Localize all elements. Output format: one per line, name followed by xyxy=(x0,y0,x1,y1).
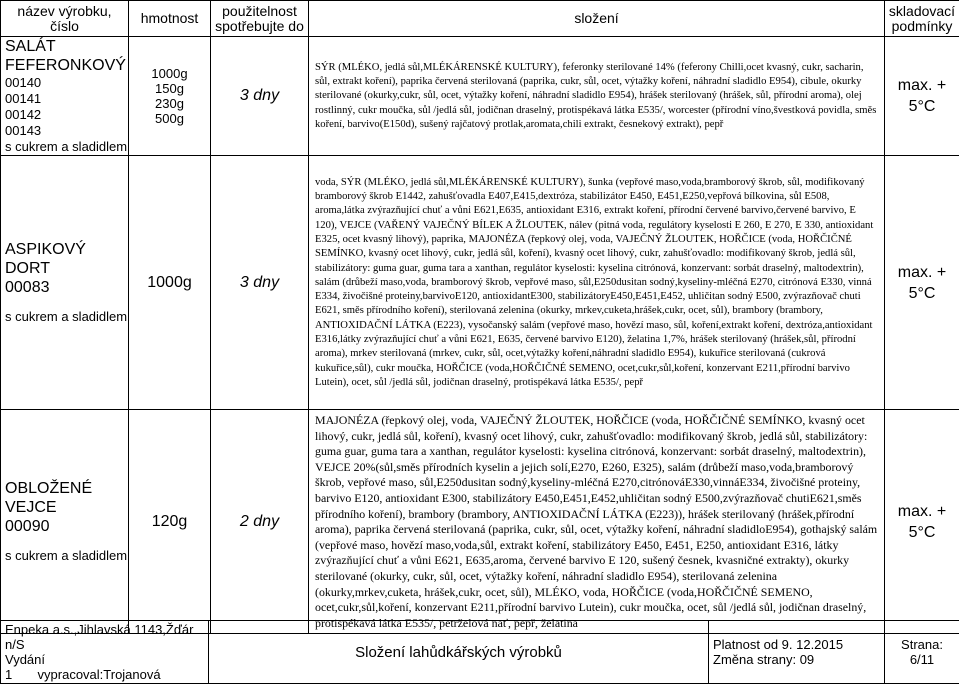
composition-cell: voda, SÝR (MLÉKO, jedlá sůl,MLÉKÁRENSKÉ KULTURY), šunka (vepřové maso,voda,bramborový škrob, sůl, modifikovaný bramborový škrob E1442, zahušťovadla E407,E415,dextróza, stabilizátor E450, E451,E250,vepřová bílkovina, sůl E508, aroma,látka zvýrazňující chuť a vůni E621,E635, antioxidant E316, extrakt koření, přírodní červené barvivo,červené barvivo, E 120), VEJCE (VAŘENÝ VAJEČNÝ BÍLEK A ŽLOUTEK, nálev (pitná voda, regulátory kyselosti E 260, E 270, E 330, antioxidant E325, ocet kvasný lihový), paprika, MAJONÉZA (řepkový olej, voda, VAJEČNÝ ŽLOUTEK, HOŘČICE (voda, HOŘČIČNÉ SEMÍNKO, kvasný ocet lihový, cukr, jedlá sůl, koření), kvasný ocet lihový, cukr, zahušťovadlo: modifikovaný škrob, jedlá sůl, stabilizátory: guma guar, guma tara a xanthan, regulátor kyselosti: kyselina citrónová, konzervant: sorbát draselný, maltodextrin), salám (drůbeží maso,voda, bramborový škrob, vepřové maso, sůl,E250dusitan sodný,kyseliny-mléčná E270, citrónová E330, vinná E334, živočišné proteiny,barvivoE120, antioxidantE300, stabilizátoryE450,E451,E452, uhličitan sodný E500, zvýrazňovač chuti E621, směs přírodního koření), sterilovaná zelenina (okurky, mrkev,cuketa,hrášek,cukr, ocet, sůl), brambory (brambory, ANTIOXIDAČNÍ LÁTKA (E223), vysočanský salám (vepřové maso, hovězí maso, sůl, koření,extrakt koření, dextróza,antioxidant E316,látky zvýrazňující chuť a vůni E621, E635, červené barvivo E120), želatina 1,7%, hrášek sterilovaný (hrášek,sůl, přírodní aroma), mrkev sterilovaná (mrkev, cukr, sůl, ocet,výtažky koření,náhradní sladidlo E954), kukuřice sterilovaná (cukrová kukuřice,sůl), cukr moučka, HOŘČICE (voda,HOŘČIČNÉ SEMENO, ocet,cukr,sůl,koření, konzervant E211,přírodní barvivo Lutein), ocet, sůl /jedlá sůl, jodičnan draselný, protispékavá látka E535/, pepř xyxy=(309,156,885,410)
page-number: 6/11 xyxy=(889,652,955,667)
weight-cell: 120g xyxy=(129,410,211,634)
valid-from: Platnost od 9. 12.2015 xyxy=(713,637,880,652)
composition-cell: MAJONÉZA (řepkový olej, voda, VAJEČNÝ ŽLOUTEK, HOŘČICE (voda, HOŘČIČNÉ SEMÍNKO, kvasný ocet lihový, cukr, jedlá sůl, koření), kvasný ocet lihový, cukr, zahušťovadlo: modifikovaný škrob, jedlá sůl, stabilizátory: guma guar, guma tara a xanthan, regulátor kyselosti: kyselina citrónová, konzervant: sorbát draselný, maltodextrin), VEJCE 20%(sůl,směs přírodních kyselin a jejich solí,E270, E260, E325), salám (drůbeží maso,voda,bramborový škrob, vepřové maso, sůl,E250dusitan sodný,kyseliny-mléčná E270,citrónováE330,vinnáE334, živočišné proteiny, barvivo E120, antioxidant E300, stabilizátory E450,E451,E452,uhličitan sodný E500,zvýrazňovač chutiE621,směs přírodního koření), brambory (brambory, ANTIOXIDAČNÍ LÁTKA (E223)), hrášek sterilovaný (hrášek,přírodní aroma), paprika červená sterilovaná (paprika, cukr, sůl, ocet, výtažky koření, náhradní sladidloE954), gothajský salám (vepřové maso, hovězí maso,voda,sůl, extrakt koření, stabilizátory E450, E451, E250, antioxidant E316, látky zvýrazňující chuť a vůni E621, E635,aroma, červené barvivo E 120, sušený česnek, kvasničné extrakty), okurky sterilované (okurky, cukr, sůl, ocet, výtažky koření, náhradní sladidlo E954), sterilovaná zelenina (okurky,mrkev,cuketa, hrášek,cukr, ocet, sůl), MLÉKO, voda, HOŘČICE (voda,HOŘČIČNÉ SEMENO, ocet,cukr,sůl,koření, konzervant E211,přírodní barvivo Lutein), cukr moučka, ocet, sůl /jedlá sůl, jodičnan draselný, protispékavá látka E535/, petrželová nať, pepř, želatina xyxy=(309,410,885,634)
weight-value: 150g xyxy=(129,81,210,96)
product-name-line: SALÁT xyxy=(5,37,128,56)
product-code: 00090 xyxy=(5,517,128,536)
issue-info: Vydání 1 vypracoval:Trojanová xyxy=(5,652,204,682)
footer-validity-cell xyxy=(709,621,885,684)
product-code: 00141 xyxy=(5,91,128,107)
product-name-line: VEJCE xyxy=(5,498,128,517)
table-header-row xyxy=(1,1,959,37)
footer-page-cell xyxy=(885,621,959,684)
product-subtitle: s cukrem a sladidlem xyxy=(5,309,128,325)
shelf-life-cell: 2 dny xyxy=(211,410,309,634)
header-shelf-life: použitelnost spotřebujte do xyxy=(211,1,309,37)
product-name-cell xyxy=(1,37,129,156)
page-label: Strana: xyxy=(889,637,955,652)
document-footer xyxy=(0,620,959,684)
author-info: vypracoval:Trojanová xyxy=(38,667,161,682)
footer-company-cell xyxy=(1,621,209,684)
table-row xyxy=(1,37,959,156)
header-storage: skladovací podmínky xyxy=(885,1,959,37)
storage-cell: max. + 5°C xyxy=(885,156,959,410)
header-name: název výrobku, číslo xyxy=(1,1,129,37)
weight-value: 230g xyxy=(129,96,210,111)
storage-cell: max. + 5°C xyxy=(885,37,959,156)
product-code: 00143 xyxy=(5,123,128,139)
product-code: 00142 xyxy=(5,107,128,123)
weight-value: 500g xyxy=(129,111,210,126)
header-weight: hmotnost xyxy=(129,1,211,37)
product-name-cell xyxy=(1,410,129,634)
product-name-line: OBLOŽENÉ xyxy=(5,479,128,498)
footer-title: Složení lahůdkářských výrobků xyxy=(209,621,709,684)
weight-cell xyxy=(129,37,211,156)
product-name-line: ASPIKOVÝ xyxy=(5,240,128,259)
weight-cell: 1000g xyxy=(129,156,211,410)
weight-value: 1000g xyxy=(129,66,210,81)
shelf-life-cell: 3 dny xyxy=(211,156,309,410)
table-row xyxy=(1,410,959,634)
table-row xyxy=(1,156,959,410)
header-composition: složení xyxy=(309,1,885,37)
product-name-line: DORT xyxy=(5,259,128,278)
product-name-cell xyxy=(1,156,129,410)
company-info: Enpeka a.s.,Jihlavská 1143,Žďár n/S xyxy=(5,622,204,652)
product-code: 00140 xyxy=(5,75,128,91)
product-subtitle: s cukrem a sladidlem xyxy=(5,548,128,564)
shelf-life-cell: 3 dny xyxy=(211,37,309,156)
product-subtitle: s cukrem a sladidlem xyxy=(5,139,128,155)
composition-cell: SÝR (MLÉKO, jedlá sůl,MLÉKÁRENSKÉ KULTURY), feferonky sterilované 14% (feferony Chilli,ocet kvasný, cukr, sacharin, sůl, extrakt koření), paprika červená sterilovaná (paprika, cukr, sůl, ocet, výtažky koření, náhradní sladidlo E954), cibule, okurky sterilované (okurky,cukr, sůl, ocet, výtažky koření, náhradní sladidlo E954), hrášek sterilovaný (hrášek, sůl, přírodní aroma), olej rostlinný, cukr moučka, sůl /jedlá sůl, jodičnan draselný, protispékavá látka E535/, worcester (přírodní víno,švestková povidla, směs koření, barvivo(E150d), sušený rajčatový protlak,aromata,chili extrakt, česnekový extrakt), pepř xyxy=(309,37,885,156)
page-change: Změna strany: 09 xyxy=(713,652,880,667)
product-name-line: FEFERONKOVÝ xyxy=(5,56,128,75)
storage-cell: max. + 5°C xyxy=(885,410,959,634)
product-code: 00083 xyxy=(5,278,128,297)
